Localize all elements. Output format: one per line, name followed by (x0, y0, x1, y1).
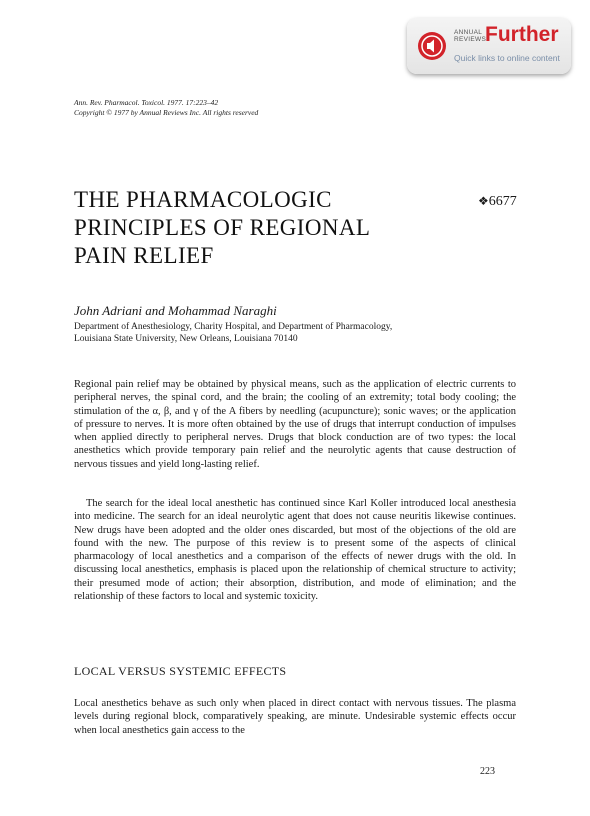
affiliation (74, 321, 392, 345)
diamond-icon: ❖ (478, 194, 489, 208)
citation-block (74, 98, 258, 118)
badge-line-annual: ANNUAL (454, 29, 483, 36)
page-number: 223 (480, 766, 495, 777)
annual-reviews-further-badge[interactable] (407, 18, 571, 74)
badge-brand: Further (485, 23, 559, 46)
article-code-number: 6677 (488, 194, 517, 209)
title-line-3: PAIN RELIEF (74, 243, 214, 268)
section-heading: LOCAL VERSUS SYSTEMIC EFFECTS (74, 664, 287, 678)
paragraph-intro: Regional pain relief may be obtained by physical means, such as the application of electric currents to peripheral nerves, the spinal cord, and the brain; the cooling of an extremity; total body cooling; the stimulation of the α, β, and γ of the A fibers by needling (acupuncture); sonic waves; or the application of pressure to nerves. It is more often obtained by the use of drugs that interrupt conduction of impulses when applied directly to peripheral nerves. Drugs that block conduction are of two types: the local anesthetics which provide temporary pain relief and the neurolytic agents that cause destruction of nervous tissues and yield long-lasting relief. (74, 379, 516, 470)
citation-line-1: Ann. Rev. Pharmacol. Toxicol. 1977. 17:223–42 (74, 98, 219, 107)
title-line-2: PRINCIPLES OF REGIONAL (74, 215, 371, 240)
affiliation-line-2: Louisiana State University, New Orleans, Louisiana 70140 (74, 334, 298, 344)
paragraph-search: The search for the ideal local anesthetic has continued since Karl Koller introduced local anesthesia into medicine. The search for an ideal neurolytic agent that does not cause neuritis likewise continues. New drugs have been adopted and the older ones discarded, but most of the objections of the old are found with the new. The purpose of this review is to present some of the aspects of clinical pharmacology of local anesthetics and a comparison of the effects of newer drugs with the old. In discussing local anesthetics, emphasis is placed upon the relationship of chemical structure to activity; their presumed mode of action; their absorption, distribution, and mode of elimination; and the relationship of these factors to local and systemic toxicity. (74, 498, 516, 603)
authors: John Adriani and Mohammad Naraghi (74, 303, 277, 318)
article-code (478, 194, 517, 210)
badge-tagline: Quick links to online content (454, 53, 560, 63)
paragraph-local-systemic: Local anesthetics behave as such only when placed in direct contact with nervous tissues. The plasma levels during regional block, comparatively speaking, are minute. Undesirable systemic effects occur when local anesthetics gain access to the (74, 698, 516, 736)
badge-line-reviews: REVIEWS (454, 36, 487, 43)
title-line-1: THE PHARMACOLOGIC (74, 187, 332, 212)
speaker-icon (417, 31, 447, 61)
citation-line-2: Copyright © 1977 by Annual Reviews Inc. All rights reserved (74, 108, 259, 117)
article-title (74, 186, 370, 270)
affiliation-line-1: Department of Anesthesiology, Charity Hospital, and Department of Pharmacology, (74, 322, 393, 332)
